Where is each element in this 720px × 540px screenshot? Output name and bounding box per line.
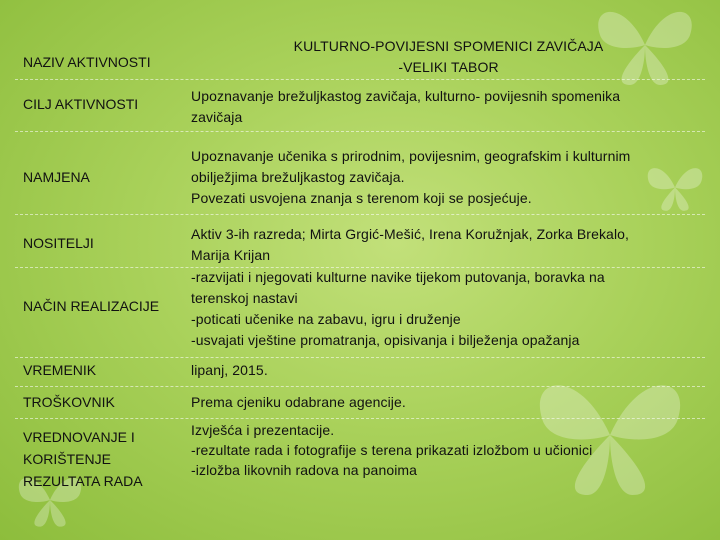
row-value-naziv: KULTURNO-POVIJESNI SPOMENICI ZAVIČAJA -VELIKI TABOR bbox=[293, 38, 604, 75]
row-value-troskovnik: Prema cjeniku odabrane agencije. bbox=[191, 394, 406, 410]
row-divider bbox=[15, 214, 705, 215]
row-value-vrednovanje: Izvješća i prezentacije. -rezultate rada i fotografije s terena prikazati izložbom u učionici -izložba likovnih radova na panoima bbox=[191, 422, 593, 478]
row-divider bbox=[15, 131, 705, 132]
row-label-nacin: NAČIN REALIZACIJE bbox=[23, 298, 160, 314]
row-label-namjena: NAMJENA bbox=[23, 169, 90, 185]
row-label-cilj: CILJ AKTIVNOSTI bbox=[23, 96, 139, 112]
row-divider bbox=[15, 79, 705, 80]
row-divider bbox=[15, 386, 705, 387]
row-value-nacin: -razvijati i njegovati kulturne navike tijekom putovanja, boravka na terenskoj nastavi -poticati učenike na zabavu, igru i druženje -usvajati vještine promatranja, opisivanja i bilježenja opažanja bbox=[191, 269, 605, 348]
row-value-cilj: Upoznavanje brežuljkastog zavičaja, kulturno- povijesnih spomenika zavičaja bbox=[191, 88, 621, 125]
row-label-nositelji: NOSITELJI bbox=[23, 235, 94, 251]
row-divider bbox=[15, 418, 705, 419]
row-value-namjena: Upoznavanje učenika s prirodnim, povijesnim, geografskim i kulturnim obilježjima brežuljkastog zavičaja. Povezati usvojena znanja s terenom koji se posjećuje. bbox=[191, 148, 631, 206]
row-label-naziv: NAZIV AKTIVNOSTI bbox=[23, 54, 151, 70]
row-value-nositelji: Aktiv 3-ih razreda; Mirta Grgić-Mešić, Irena Koružnjak, Zorka Brekalo, Marija Krijan bbox=[191, 226, 630, 263]
row-label-troskovnik: TROŠKOVNIK bbox=[23, 394, 115, 410]
row-label-vrednovanje: VREDNOVANJE I KORIŠTENJE REZULTATA RADA bbox=[23, 429, 143, 489]
activity-table bbox=[15, 24, 705, 504]
row-divider bbox=[15, 357, 705, 358]
row-label-vremenik: VREMENIK bbox=[23, 362, 97, 378]
row-value-vremenik: lipanj, 2015. bbox=[191, 362, 268, 378]
